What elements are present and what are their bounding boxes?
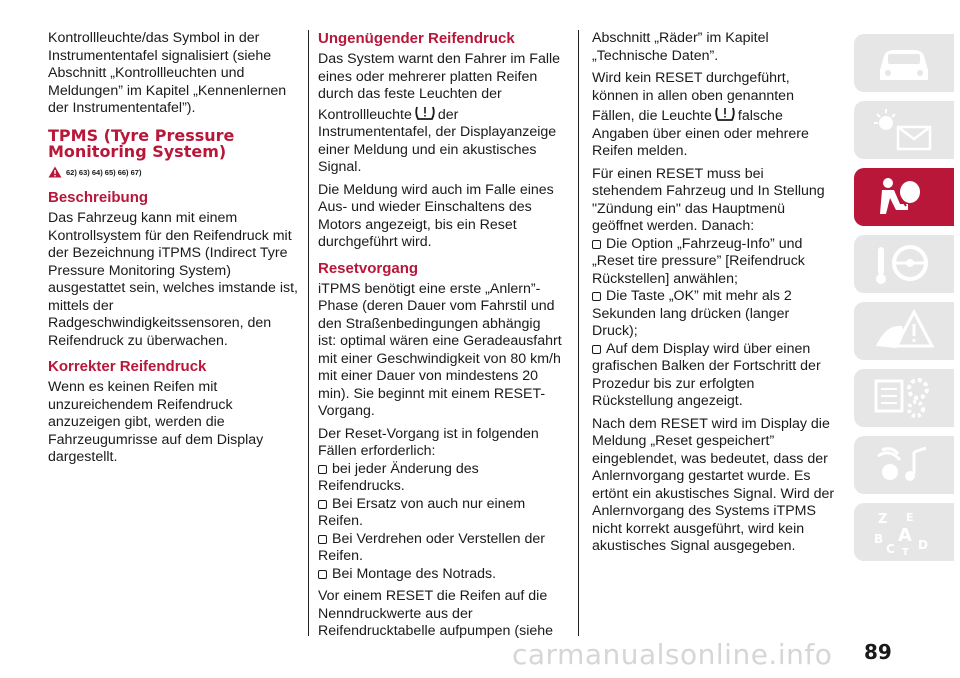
vor-text: Vor einem RESET die Reifen auf die Nenndruckwerte aus der Reifendrucktabelle aufpumpen (siehe	[318, 588, 554, 639]
warning-references	[48, 164, 300, 182]
tab-starting-driving[interactable]	[854, 235, 954, 293]
beschreibung-heading: Beschreibung	[48, 189, 149, 206]
column-1	[48, 30, 300, 472]
tab-emergency[interactable]	[854, 302, 954, 360]
list-item: bei jeder Änderung des Reifendrucks.	[318, 460, 479, 494]
checkbox-bullet-icon	[592, 345, 601, 354]
reset-heading: Resetvorgang	[318, 259, 419, 277]
abschnitt-text: Abschnitt „Räder” im Kapitel „Technische Daten”.	[592, 30, 769, 64]
intro-paragraph: Kontrollleuchte/das Symbol in der Instrumententafel signalisiert (siehe Abschnitt „Kontrollleuchten und Meldungen” im Kapitel „Kennenlernen der Instrumententafel”).	[48, 30, 287, 116]
index-letter: Z	[878, 512, 888, 527]
airbag-safety-icon	[872, 174, 936, 220]
list-item: Bei Ersatz von auch nur einem Reifen.	[318, 495, 526, 529]
tab-multimedia[interactable]	[854, 436, 954, 494]
list-item: Die Option „Fahrzeug-Info” und „Reset tire pressure” [Reifendruck Rückstellen] anwählen;	[592, 235, 805, 287]
meldung-text: Die Meldung wird auch im Falle eines Aus- und wieder Einschaltens des Motors angezeigt, bis ein Reset durchgeführt wird.	[318, 181, 554, 250]
car-icon	[872, 40, 936, 86]
tab-maintenance[interactable]	[854, 369, 954, 427]
warning-lights-icon	[872, 107, 936, 153]
checkbox-bullet-icon	[318, 500, 327, 509]
column-2	[318, 30, 562, 646]
index-letter: B	[874, 532, 884, 546]
tab-car[interactable]	[854, 34, 954, 92]
nach-reset-text: Nach dem RESET wird im Display die Meldung „Reset gespeichert” eingeblendet, was bedeutet, dass der Anlernvorgang gestartet wurde. Es ertönt ein akustisches Signal. Wird der Anlernvorgang des Systems iTPMS nicht korrekt ausgeführt, wird kein akustisches Signal ausgegeben.	[592, 415, 835, 554]
maintenance-gears-icon	[872, 375, 936, 421]
index-letter: C	[886, 542, 895, 555]
tpms-warning-icon	[414, 104, 436, 121]
checkbox-bullet-icon	[318, 535, 327, 544]
key-steering-wheel-icon	[872, 241, 936, 287]
list-item: Bei Montage des Notrads.	[318, 566, 562, 584]
chapter-tabs	[852, 34, 960, 570]
reset-cases-intro: Der Reset-Vorgang ist in folgenden Fällen erforderlich:	[318, 425, 539, 459]
reset-text: iTPMS benötigt eine erste „Anlern”-Phase (deren Dauer vom Fahrstil und den Straßenbedingungen abhängig ist: optimal wären eine Geradeausfahrt mit einer Geschwindigkeit von 80 km/h mit einer Dauer von mindestens 20 min). Sie beginnt mit einem RESET-Vorgang.	[318, 280, 562, 419]
column-divider	[308, 30, 309, 636]
korrekt-text: Wenn es keinen Reifen mit unzureichendem Reifendruck anzuzeigen gibt, werden die Fahrzeugumrisse auf dem Display dargestellt.	[48, 379, 264, 465]
kein-reset-text: Wird kein RESET durchgeführt, können in allen oben genannten Fällen, die Leuchte falsche Angaben über einen oder mehrere Reifen melden.	[592, 70, 809, 159]
beschreibung-text: Das Fahrzeug kann mit einem Kontrollsystem für den Reifendruck mit der Bezeichnung iTPMS (Indirect Tyre Pressure Monitoring System) ausgestattet sein, welches imstande ist, mittels der Radgeschwindigkeitssensoren, den Reifendruck zu überwachen.	[48, 210, 298, 349]
korrekt-heading: Korrekter Reifendruck	[48, 358, 207, 375]
ungenuegend-text: Das System warnt den Fahrer im Falle eines oder mehrerer platten Reifen durch das feste Leuchten der Kontrollleuchte der Instrumententafel, der Displayanzeige einer Meldung und ein akustisches Signal.	[318, 51, 561, 175]
tpms-warning-icon	[714, 105, 736, 122]
watermark: carmanualsonline.info	[512, 638, 833, 671]
index-letter: A	[898, 525, 912, 546]
multimedia-icon	[872, 442, 936, 488]
page-number: 89	[864, 640, 892, 664]
list-item: Bei Verdrehen oder Verstellen der Reifen.	[318, 530, 545, 564]
warning-triangle-icon	[48, 166, 62, 178]
tab-warning-lights[interactable]	[854, 101, 954, 159]
checkbox-bullet-icon	[592, 292, 601, 301]
column-3	[592, 30, 836, 561]
alphabetical-index-icon	[872, 509, 936, 555]
tab-safety[interactable]	[854, 168, 954, 226]
checkbox-bullet-icon	[318, 570, 327, 579]
tpms-title: TPMS (Tyre Pressure Monitoring System)	[48, 125, 235, 161]
index-letter: D	[918, 538, 928, 552]
index-letter: E	[906, 511, 914, 524]
index-letter: T	[902, 547, 909, 555]
list-item: Auf dem Display wird über einen grafischen Balken der Fortschritt der Prozedur bis zur erfolgten Rückstellung angezeigt.	[592, 340, 821, 409]
fuer-reset-text: Für einen RESET muss bei stehendem Fahrzeug und In Stellung "Zündung ein" das Hauptmenü geöffnet werden. Danach:	[592, 165, 825, 234]
reference-numbers: 62) 63) 64) 65) 66) 67)	[66, 167, 142, 177]
checkbox-bullet-icon	[318, 465, 327, 474]
checkbox-bullet-icon	[592, 240, 601, 249]
road-hazard-icon	[872, 308, 936, 354]
ungenuegend-heading: Ungenügender Reifendruck	[318, 30, 515, 47]
list-item: Die Taste „OK” mit mehr als 2 Sekunden lang drücken (langer Druck);	[592, 288, 792, 339]
tab-index[interactable]	[854, 503, 954, 561]
column-divider	[578, 30, 579, 636]
